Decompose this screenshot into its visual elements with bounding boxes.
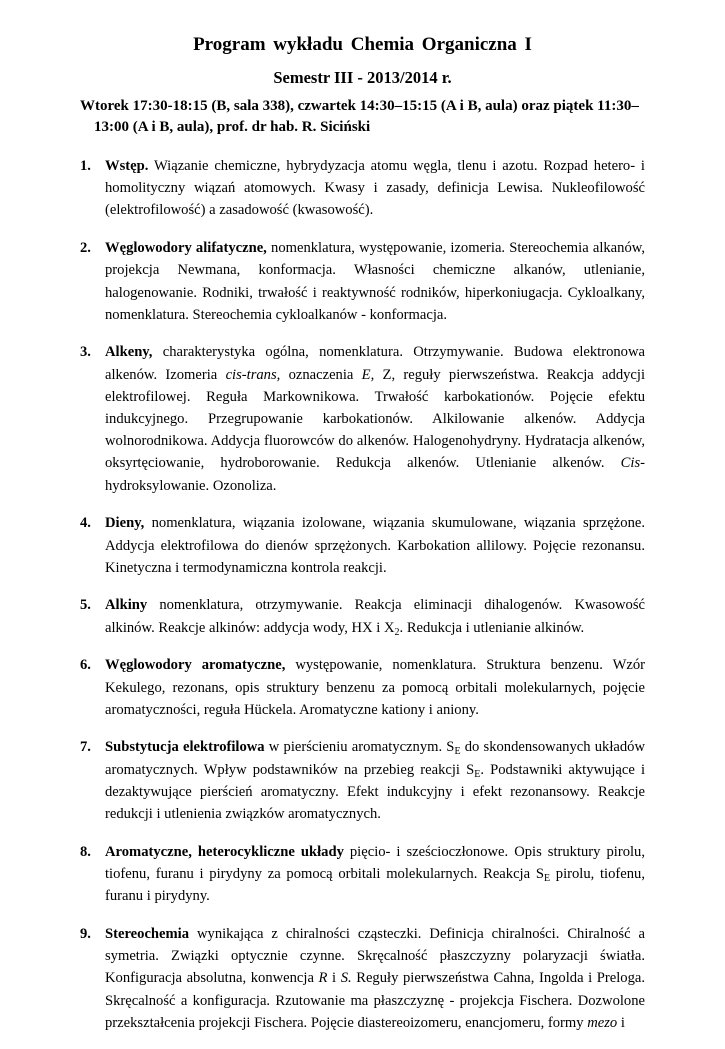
topic-list: [0, 155, 725, 1049]
topic-body: pięcio- i sześcioczłonowe. Opis struktury pirolu, tiofenu, furanu i pirydyny za pomocą orbitali molekularnych. Reakcja S: [105, 843, 645, 882]
topic-item-5: [80, 594, 645, 638]
page-subtitle: Semestr III - 2013/2014 r.: [273, 68, 452, 87]
topic-item-7: [80, 736, 646, 825]
topic-heading: Węglowodory aromatyczne,: [105, 657, 286, 674]
topic-heading: Wstęp.: [105, 158, 149, 174]
topic-number: 5.: [80, 597, 91, 614]
topic-heading: Alkeny,: [105, 344, 153, 361]
topic-body: Reguły pierwszeństwa Cahna, Ingolda i Preloga. Skręcalność a konfiguracja. Rzutowanie ma płaszczyznę - projekcja Fischera. Dozwolone przekształcenia projekcji Fischera. Pojęcie diastereoizomeru, enancjomeru, formy: [105, 970, 645, 1031]
topic-body: wynikająca z chiralności cząsteczki. Definicja chiralności. Chiralność a symetria. Związki optycznie czynne. Skręcalność płaszczyzny polaryzacji światła. Konfiguracja absolutna, konwencja: [105, 925, 645, 987]
subscript: E: [543, 872, 551, 884]
lecture-schedule: Wtorek 17:30-18:15 (B, sala 338), czwartek 14:30–15:15 (A i B, aula) oraz piątek 11:30–13:00 (A i B, aula), prof. dr hab. R. Siciński: [80, 98, 639, 135]
topic-item-4: [80, 512, 645, 579]
topic-italic-term: E,: [361, 366, 375, 383]
topic-body: nomenklatura, występowanie, izomeria. Stereochemia alkanów, projekcja Newmana, konformacja. Własności chemiczne alkanów, utlenianie, halogenowanie. Rodniki, trwałość i reaktywność rodników, hiperkoniugacja. Cykloalkany, nomenklatura. Stereochemia cykloalkanów - konformacja.: [105, 240, 645, 323]
topic-italic-term: S.: [340, 970, 352, 987]
topic-body: oznaczenia: [280, 366, 362, 383]
topic-body: Wiązanie chemiczne, hybrydyzacja atomu węgla, tlenu i azotu. Rozpad hetero- i homolityczny wiązań atomowych. Kwasy i zasady, definicja Lewisa. Nukleofilowość (elektrofilowość) a zasadowość (kwasowość).: [105, 158, 645, 219]
subscript: E: [454, 746, 461, 758]
topic-number: 9.: [80, 925, 91, 942]
topic-body: i: [327, 970, 341, 987]
topic-body: . Redukcja i utlenianie alkinów.: [399, 619, 585, 636]
topic-number: 4.: [80, 515, 91, 532]
topic-number: 6.: [80, 657, 91, 674]
topic-body: Z, reguły pierwszeństwa. Reakcja addycji elektrofilowej. Reguła Markownikowa. Trwałość karbokationów. Pojęcie efektu indukcyjnego. Przegrupowanie karbokationów. Alkilowanie alkenów. Addycja wolnorodnikowa. Addycja fluorowców do alkenów. Halogenohydryny. Hydratacja alkenów, oksyrtęciowanie, hydroborowanie. Redukcja alkenów. Utlenianie alkenów.: [105, 366, 645, 472]
subscript: E: [474, 768, 481, 780]
topic-heading: Alkiny: [105, 597, 148, 614]
topic-italic-term: Cis: [620, 455, 641, 472]
topic-number: 8.: [80, 843, 91, 860]
topic-heading: Węglowodory alifatyczne,: [105, 240, 267, 257]
topic-italic-term: cis-trans,: [225, 366, 281, 383]
topic-item-2: [80, 237, 645, 326]
topic-heading: Aromatyczne, heterocykliczne układy: [105, 843, 344, 860]
subscript: 2: [394, 626, 400, 638]
topic-item-6: [80, 654, 645, 721]
topic-heading: Stereochemia: [105, 925, 190, 942]
topic-body: do skondensowanych układów aromatycznych. Wpływ podstawników na przebieg reakcji S: [105, 739, 645, 778]
topic-body: -hydroksylowanie. Ozonoliza.: [105, 455, 645, 494]
topic-body: nomenklatura, wiązania izolowane, wiązania skumulowane, wiązania sprzężone. Addycja elektrofilowa do dienów sprzężonych. Karbokation allilowy. Pojęcie rezonansu. Kinetyczna i termodynamiczna kontrola reakcji.: [105, 515, 645, 576]
topic-item-9: [80, 923, 645, 1034]
topic-item-3: [80, 341, 645, 496]
topic-body: i: [617, 1014, 625, 1031]
page-title: Program wykładu Chemia Organiczna I: [193, 34, 532, 55]
topic-body: charakterystyka ogólna, nomenklatura. Otrzymywanie. Budowa elektronowa alkenów. Izomeria: [105, 344, 645, 383]
topic-italic-term: R: [318, 970, 328, 987]
topic-body: . Podstawniki aktywujące i dezaktywujące pierścień aromatyczny. Efekt indukcyjny i efekt rezonansowy. Reakcje redukcji i utlenienia związków aromatycznych.: [105, 761, 646, 823]
topic-body: w pierścieniu aromatycznym. S: [264, 739, 455, 756]
topic-heading: Dieny,: [105, 515, 145, 532]
topic-item-1: [80, 155, 645, 222]
topic-number: 1.: [80, 158, 91, 174]
topic-number: 2.: [80, 240, 91, 257]
topic-body: występowanie, nomenklatura. Struktura benzenu. Wzór Kekulego, rezonans, opis struktury benzenu za pomocą orbitali molekularnych, pojęcie aromatyczności, reguła Hückela. Aromatyczne kationy i aniony.: [105, 657, 645, 718]
topic-heading: Substytucja elektrofilowa: [105, 739, 265, 756]
topic-body: nomenklatura, otrzymywanie. Reakcja eliminacji dihalogenów. Kwasowość alkinów. Reakcje alkinów: addycja wody, HX i X: [105, 597, 645, 636]
topic-number: 3.: [80, 344, 91, 361]
topic-italic-term: mezo: [587, 1014, 618, 1031]
topic-number: 7.: [80, 739, 91, 756]
topic-item-8: [80, 841, 645, 908]
topic-body: pirolu, tiofenu, furanu i pirydyny.: [105, 865, 645, 905]
